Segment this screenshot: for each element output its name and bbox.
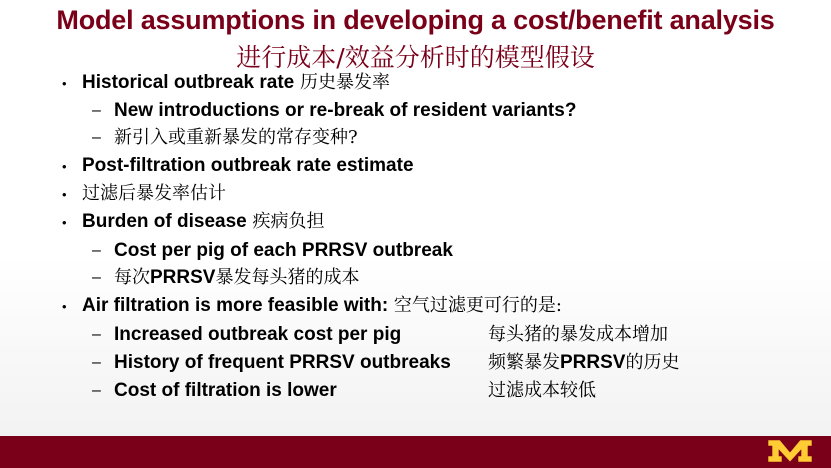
list-item: [114, 239, 453, 263]
university-m-logo-icon: [766, 438, 814, 464]
list-item-zh-column: [488, 323, 668, 347]
dash-icon: –: [92, 326, 101, 343]
item-text-zh: 空气过滤更可行的是:: [388, 295, 562, 316]
list-item: [114, 266, 359, 290]
item-text-en: Cost per pig of each PRRSV outbreak: [114, 240, 453, 261]
list-item: [82, 210, 324, 234]
item-text-zh: 暴发每头猪的成本: [215, 267, 360, 288]
item-text-en-inline: PRRSV: [560, 352, 626, 373]
list-item: [82, 182, 226, 206]
dash-icon: –: [92, 354, 101, 371]
list-item: [114, 351, 451, 375]
footer-bar: [0, 436, 831, 468]
dash-icon: –: [92, 129, 101, 146]
item-text-en: Cost of filtration is lower: [114, 380, 337, 401]
item-text-en: New introductions or re-break of resident variants?: [114, 100, 577, 121]
bullet-icon: •: [62, 76, 67, 91]
list-item: [114, 323, 401, 347]
dash-icon: –: [92, 382, 101, 399]
list-item: [82, 154, 414, 178]
item-text-zh: 过滤后暴发率估计: [82, 183, 226, 204]
slide-title-chinese: 进行成本/效益分析时的模型假设: [236, 43, 595, 72]
bullet-icon: •: [62, 159, 67, 174]
item-text-zh-prefix: 频繁暴发: [488, 352, 560, 373]
dash-icon: –: [92, 102, 101, 119]
item-text-zh-prefix: 每次: [114, 267, 150, 288]
item-text-zh: 新引入或重新暴发的常存变种?: [114, 127, 358, 148]
bullet-icon: •: [62, 215, 67, 230]
item-text-en: Increased outbreak cost per pig: [114, 324, 402, 345]
list-item-zh-column: [488, 379, 596, 403]
item-text-en: History of frequent PRRSV outbreaks: [114, 352, 451, 373]
item-text-zh: 疾病负担: [246, 211, 325, 232]
item-text-en: Post-filtration outbreak rate estimate: [82, 155, 414, 176]
slide-title-english: Model assumptions in developing a cost/benefit analysis: [56, 5, 775, 35]
dash-icon: –: [92, 242, 101, 259]
bullet-icon: •: [62, 187, 67, 202]
list-item: [114, 379, 337, 403]
dash-icon: –: [92, 269, 101, 286]
list-item: [114, 126, 358, 150]
list-item: [114, 99, 576, 123]
list-item-zh-column: [488, 351, 679, 375]
list-item: [82, 294, 562, 318]
item-text-zh: 每头猪的暴发成本增加: [488, 324, 668, 345]
item-text-en: Burden of disease: [82, 211, 247, 232]
bullet-icon: •: [62, 299, 67, 314]
item-text-en: PRRSV: [150, 267, 216, 288]
list-item: [82, 71, 390, 95]
item-text-zh: 的历史: [625, 352, 680, 373]
item-text-zh: 历史暴发率: [294, 72, 390, 93]
item-text-zh: 过滤成本较低: [488, 380, 596, 401]
item-text-en: Historical outbreak rate: [82, 72, 295, 93]
item-text-en: Air filtration is more feasible with:: [82, 295, 389, 316]
